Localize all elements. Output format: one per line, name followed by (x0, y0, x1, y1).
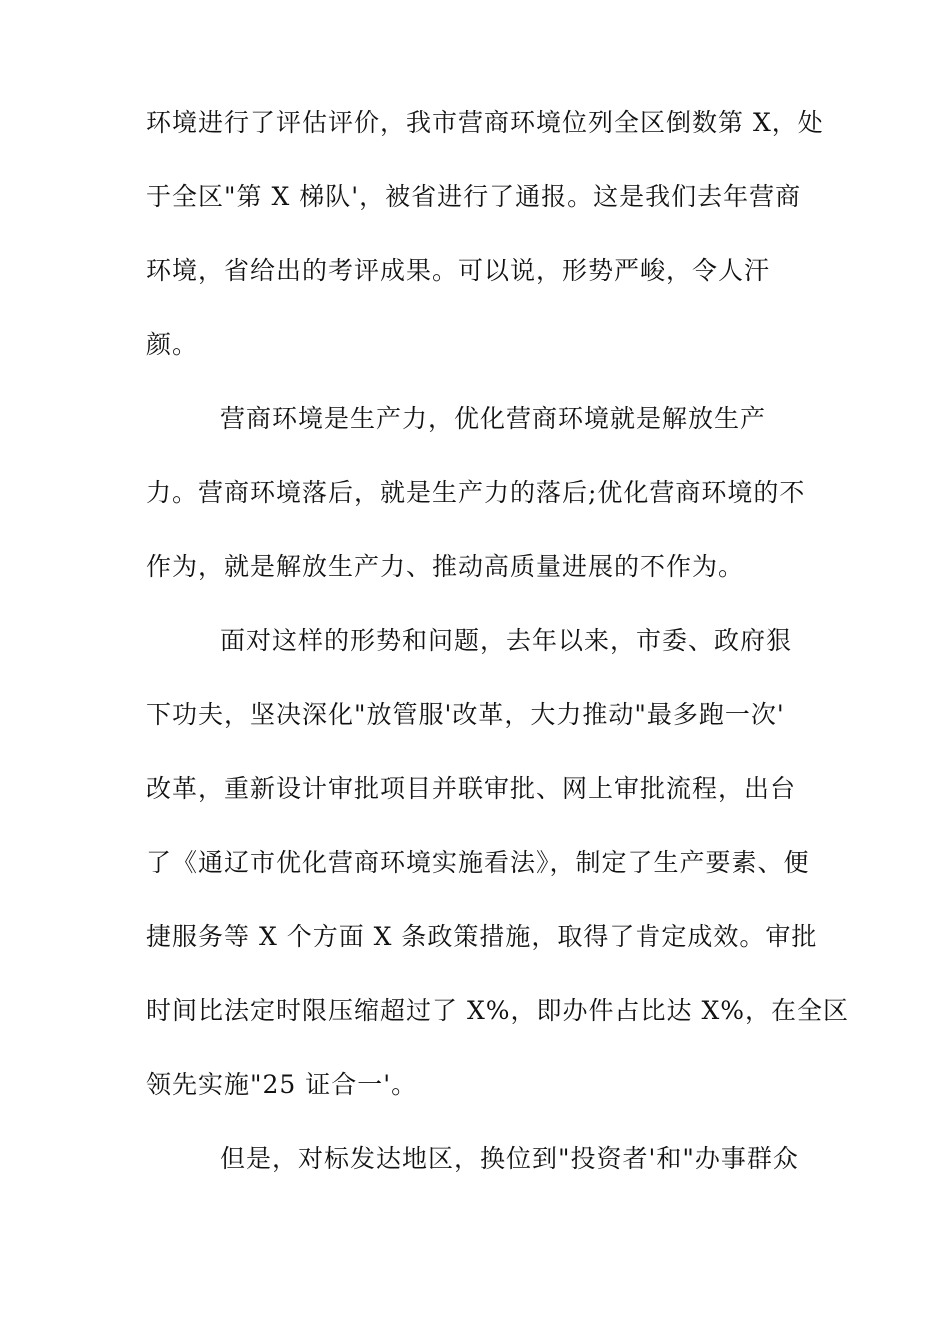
paragraph-first-line: 营商环境是生产力，优化营商环境就是解放生产 (220, 404, 767, 433)
text-line: 时间比法定时限压缩超过了 X%，即办件占比达 X%，在全区 (146, 996, 850, 1025)
paragraph-first-line: 但是，对标发达地区，换位到"投资者'和"办事群众 (220, 1144, 799, 1173)
text-line: 作为，就是解放生产力、推动高质量进展的不作为。 (146, 552, 745, 581)
body-text (146, 106, 850, 1216)
text-line: 下功夫，坚决深化"放管服'改革，大力推动"最多跑一次' (146, 700, 785, 729)
text-line: 环境，省给出的考评成果。可以说，形势严峻，令人汗 (146, 256, 771, 285)
text-line: 捷服务等 X 个方面 X 条政策措施，取得了肯定成效。审批 (146, 922, 818, 951)
text-line: 了《通辽市优化营商环境实施看法》，制定了生产要素、便 (146, 848, 810, 877)
text-line: 于全区"第 X 梯队'，被省进行了通报。这是我们去年营商 (146, 182, 802, 211)
text-line: 领先实施"25 证合一'。 (146, 1070, 418, 1099)
text-line: 颜。 (146, 330, 199, 359)
paragraph-first-line: 面对这样的形势和问题，去年以来，市委、政府狠 (220, 626, 793, 655)
text-line: 环境进行了评估评价，我市营商环境位列全区倒数第 X，处 (146, 108, 824, 137)
text-line: 改革，重新设计审批项目并联审批、网上审批流程，出台 (146, 774, 797, 803)
text-line: 力。营商环境落后，就是生产力的落后;优化营商环境的不 (146, 478, 806, 507)
